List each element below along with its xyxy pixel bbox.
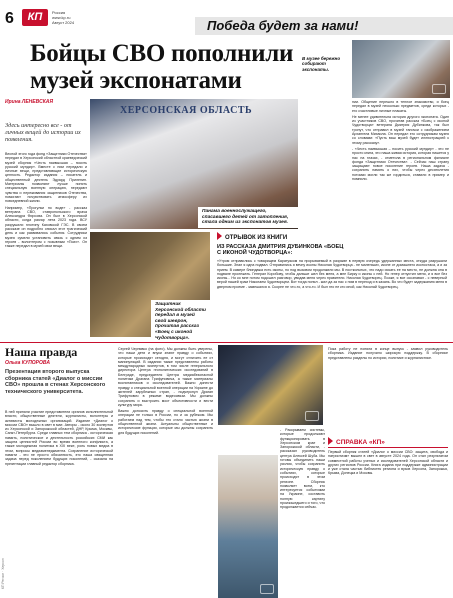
sidebar-story-author: Ольга КУПОРОВА [5,360,50,366]
story-text: «Утром отправились с товарищем Каратуяком на прорываемый в разрыве в первую очередь удержанных места, откуда разрушали большие. Знал я одна подвал. Отправились я вечну иконы Николая Чудотворца - не маленьких, иконе от домашнего иконостаса, а и за прием. В камере блиндажа есть иконы, но под вызовом продолжили мы. В посткольных, что надо искать ее на место, не должна она в подвале пролежать. Генерал Коробову, чтобы дальше шел без меня, а мне Бирку и иконы с ней. Но генер отпустил меня, и я все без иконы... Но ко мне потом подошел разговор, увидав меня через правители. Николая Чудотворец. Позже, я все осознавал - с неверный верой нашей храм Николаем Чудотворцем. Вот тогда понял - жил да за нас с ним в переход и в казань. Во что будет задержанию меня в дверном проеме - замешался я. Скорее не что-то, а что-то. И был это не кто иной, как Николай Чудотворец. [217,259,447,289]
section-divider [0,342,453,343]
article-column-1: Весной этого года фонд «Защитники Отечества» передал в Херсонский областной краеведческий музей сборник «Честь наивысшая – носить русский мундир». Вместе с ним передали и личные вещи, представляющие историческую ценность. Редактор издания – писатель и общественный деятель Эдуард Прилепин. Материалы позволяют лучше понять специальную военную операцию, передают чувства и переживания защитников Отечества, помогают почувствовать атмосферу их повседневной жизни. Например, «Прогулки по воде» - рассказ ветерана СВО, ставропольского врача Александра Фирсова. Он был в Херсонской области, когда разгар лета 2023 года. ВСУ разрушили плотину Каховской ГЭС. В своем рассказе он подробно описал этот трагический день и как развивались события. Сотрудники музея сумели установить связь с одним из героев - волонтером с позывным «Псих». Он также передал в музей свои вещи. [5,152,87,249]
rubric-title: Победа будет за нами! [207,18,359,33]
arrow-right-icon [217,232,222,240]
photo-frame-icon [260,584,274,594]
sidebar-story-lead: Презентация второго выпуска сборника статей «Диалог о миссии СВО» прошла в стенах Херсонского технического университета. [5,369,106,395]
article-lead: Здесь интересно все - от личных вещей до истории их появления. [5,122,81,144]
arrow-right-icon [328,437,333,445]
sidebar-column-1: В ней приняли участие представители органов исполнительной власти, общественные деятели, журналисты, волонтеры и активисты молодежных организаций. Издание «Диалог о миссии СВО» вышло в свет в мае. Авторы - около 30 экспертов из Херсонской и Запорожской областей, ДНР, Крыма, Москвы, Санкт-Петербурга. Среди главных тем сборника - историческая память, политическое и деятельность российских СМИ как защита ценностей России во время военного конфликта, а также молодежная политика в XXI веке, роль новых медиа в этом, вопросы медиаменеджмента. Сохранение исторической памяти - это не просто обязанность, это наша священная задача перед поколением будущих поколений, - сказала на презентации главный редактор сборника. [5,410,113,466]
page-number: 6 [5,10,14,27]
photo-caption-main: Панама военнослужащего, спасавшего детей от затопления, стала одним из экспонатов музея. [198,207,298,228]
story-title: ИЗ РАССКАЗА ДМИТРИЯ ДУБИНКОВА «БОЕЦ С ИКОНОЙ ЧУДОТВОРЦА»: [217,244,344,257]
page-header [0,0,453,34]
books-photo [218,345,323,425]
rubric-banner [195,17,453,35]
vertical-footer: КП Регион · Херсон [1,558,5,589]
article-headline: Бойцы СВО пополнили музей экспонатами [30,40,294,94]
spravka-text: Первый сборник статей «Диалог о миссии СВО: защита, свобода и патриотизм» вышел в свет в августе 2024 года. Он стал результатом совместной работы ученых и исследователей Херсонской области и других регионов России. Книга издана при поддержке администрации и уже стала частью библиотек региона и вузов Херсона, Запорожья, Крыма, Донецка и Москвы. [328,450,448,476]
newspaper-logo: КП [22,9,48,26]
museum-photo-top [352,40,450,98]
speaker-photo [218,455,278,598]
article-column-2: нии. Общение перешло в теплое знакомство, и боец передал в музей несколько предметов, среди которых - его счастливые личные плакаты. Не менее удивительна история другого экспоната. Один из участников СВО, прочитав рассказ «Боец с иконой Чудотворца» ветерана Дмитрия Дубинкова, так был тронут, что отправил в музей тапочки с изображением Архангела Михаила. Он передал его сотрудникам музея со словами: «Пусть ваш музей будет иллюстрацией к этому рассказу». - «Честь наивысшая – носить русский мундир» - это не просто книга, это наша живая история, которая пишется у нас на глазах, - отметила в региональном филиале фонда «Защитники Отечества». - Сейчас наш страну защищают новое поколение героев. Наша задача - сохранить память о них, чтобы через десятилетия потомки могли так же гордиться, ставили в пример и помнили. [352,100,449,182]
sidebar-story-title: Наша правда [5,345,78,359]
spravka-divider [328,447,448,448]
story-section-label: ОТРЫВОК ИЗ КНИГИ [217,232,287,241]
photo-frame-icon [305,411,319,421]
main-photo-banner: ХЕРСОНСКАЯ ОБЛАСТЬ [120,105,253,116]
spravka-header: СПРАВКА «КП» [328,437,385,446]
right-column-text: Пока работу не поняли в конце выпуск - заявил руководитель сборника. Издание получило широкую поддержку. В сборнике представлены разделы по истории, политике и журналистике. [328,347,448,360]
photo-caption-top: В музее бережно собирают экспонаты. [302,56,341,72]
article-author: Ирина ЛЕНЕВСКАЯ [5,99,54,105]
photo-caption-icon: Защитник Херсонской области передал в музей свой шеврон, прочитав рассказ «Боец с иконой Чудотворца». [151,300,211,343]
photo-frame-icon [432,84,446,94]
sidebar-column-3: - Раскрываем системы, которые продолжают функционировать в Херсонском крае и Запорожской области, - рассказал руководитель центра Алексей Шуба. Мы готовы объединить наши усилия, чтобы сохранить историческую правду о событиях, которые происходят в этом регионе. Сборник позволяет всем, кто интересуется событиями на Украине, составить полную картину произошедшего и того, что продолжается сейчас. [280,428,325,510]
masthead-info: Россия www.kp.ru Август 2024 [52,10,75,25]
sidebar-column-2: Сергей Чернявко (на фото). Мы должны быть уверены, что наши дети и внуки знают правду о событиях, которые происходят сегодня, и могут отличить ее от манипуляций. В издании также представлены работы международных экспертов, в том числе генерального директора Центра геополитических исследований в Белграде, председателя Центра медиабезопасной политики Драгана Трифуновича, а также материалы воспитанников и исследователей. Важно донести правду о специальной военной операции на Украине до жителей зарубежных стран, - подчеркнул Драган Трифунович в режиме видеосвязи. Мы должны сохранить и выстроить мост объективности и вести культуру мира. Важно доносить правду о специальной военной операции не только в России, но и за рубежом. Мы работаем над тем, чтобы это стало частью жизни в общественной жизни. Актуальны общественные и исторические функции, которые мы должны сохранить для будущих поколений. [118,347,213,435]
